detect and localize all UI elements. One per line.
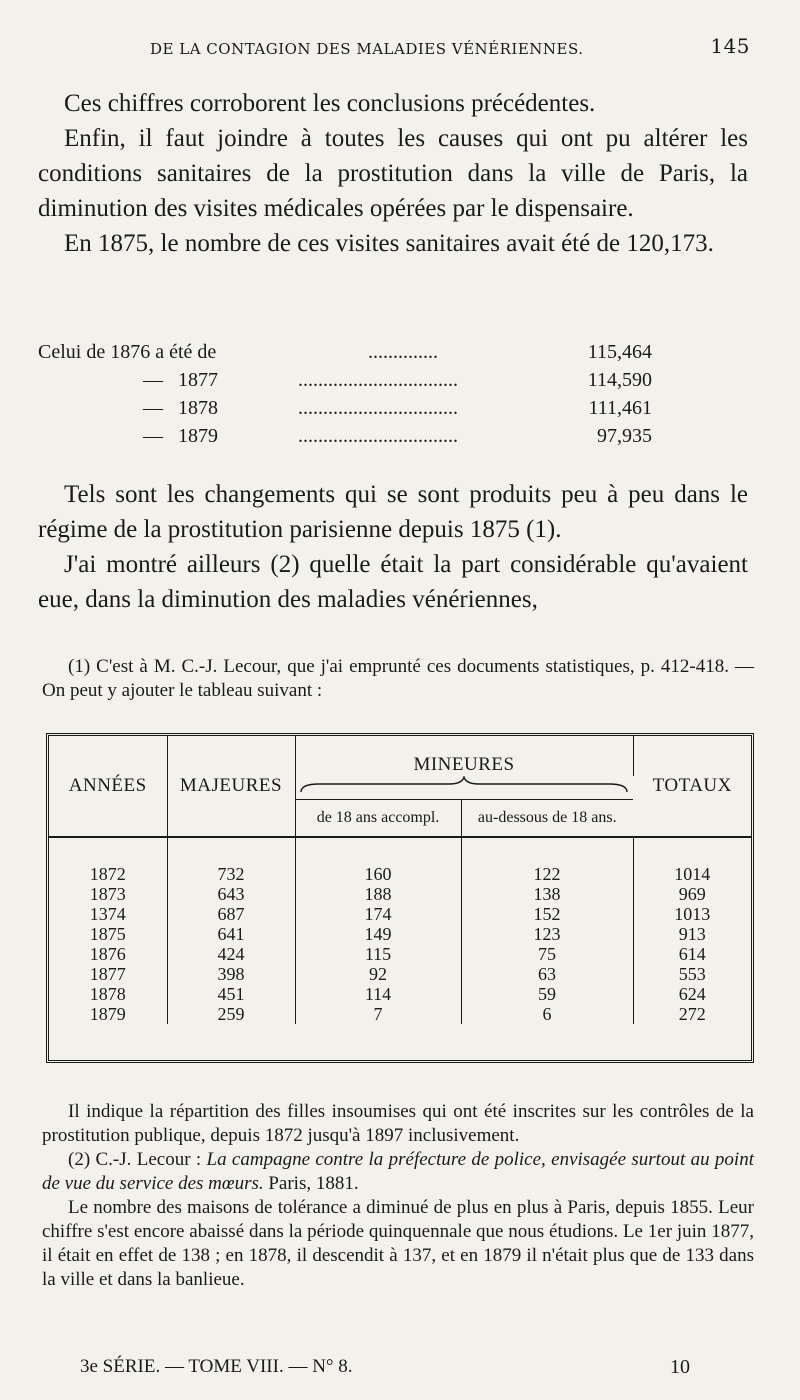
paragraph: Ces chiffres corroborent les conclusions précédentes.	[64, 90, 596, 117]
footnote-text: (1) C'est à M. C.-J. Lecour, que j'ai emprunté ces documents statistiques, p. 412-418. — On peut y ajouter le tableau suivant :	[42, 656, 754, 701]
leader-dots: ................................	[298, 369, 458, 391]
list-item	[38, 394, 758, 422]
leader-dots: ..............	[368, 341, 438, 363]
col-header-totaux: TOTAUX	[652, 775, 732, 796]
col-header-mineures-sous-18: au-dessous de 18 ans.	[461, 800, 633, 838]
col-header-annees: ANNÉES	[49, 736, 167, 837]
paragraph: Enfin, il faut joindre à toutes les causes qui ont pu altérer les conditions sanitaires de la prostitution dans la ville de Paris, la diminution des visites médicales opérées par le dispensaire.	[38, 125, 748, 222]
leader-dots: ................................	[298, 425, 458, 447]
col-header-majeures: MAJEURES	[167, 736, 295, 837]
footnote-continuation	[42, 1100, 754, 1292]
footnote-1	[42, 655, 754, 703]
signature-number: 10	[670, 1356, 690, 1378]
statistics-table	[46, 733, 754, 1063]
list-value: 111,461	[588, 397, 652, 419]
footnote-text: Le nombre des maisons de tolérance a diminué de plus en plus à Paris, depuis 1855. Leur chiffre s'est encore abaissé dans la période quinquennale que nous étudions. Le 1er juin 1877, il était en effet de 138 ; en 1878, il descendit à 137, et en 1879 il n'était plus que de 133 dans la ville et dans la banlieue.	[42, 1197, 754, 1290]
curly-brace-icon	[299, 776, 629, 794]
list-value: 114,590	[587, 369, 652, 391]
paragraph: J'ai montré ailleurs (2) quelle était la part considérable qu'avaient eue, dans la diminution des maladies vénériennes,	[38, 551, 748, 613]
list-lead: — 1877	[128, 369, 218, 391]
list-lead: Celui de 1876 a été de	[38, 341, 217, 363]
footnote-text: Il indique la répartition des filles insoumises qui ont été inscrites sur les contrôles de la prostitution publique, depuis 1872 jusqu'à 1897 inclusivement.	[42, 1101, 754, 1146]
table-row: 1876 424 115 75 614	[49, 944, 751, 964]
table-row: 1374 687 174 152 1013	[49, 904, 751, 924]
col-header-mineures-18-accompl: de 18 ans accompl.	[295, 800, 461, 838]
table-row: 1879 259 7 6 272	[49, 1004, 751, 1024]
list-lead: — 1879	[128, 425, 218, 447]
table-row: 1873 643 188 138 969	[49, 884, 751, 904]
brace	[295, 776, 633, 800]
list-lead: — 1878	[128, 397, 218, 419]
col-header-mineures: MINEURES	[295, 736, 633, 776]
visits-list	[38, 338, 758, 450]
table-row: 1872 732 160 122 1014	[49, 864, 751, 884]
list-item	[38, 338, 758, 366]
running-title: DE LA CONTAGION DES MALADIES VÉNÉRIENNES.	[150, 40, 584, 58]
cited-title: La campagne contre la préfecture de police, envisagée surtout au point de vue du service des mœurs.	[42, 1149, 754, 1194]
table-row: 1878 451 114 59 624	[49, 984, 751, 1004]
leader-dots: ................................	[298, 397, 458, 419]
list-value: 115,464	[587, 341, 652, 363]
body-text-middle	[38, 477, 748, 617]
list-item	[38, 366, 758, 394]
table-row: 1877 398 92 63 553	[49, 964, 751, 984]
series-info: 3e SÉRIE. — TOME VIII. — N° 8.	[80, 1356, 353, 1377]
table-row: 1875 641 149 123 913	[49, 924, 751, 944]
paragraph: En 1875, le nombre de ces visites sanitaires avait été de 120,173.	[64, 230, 714, 257]
page-number: 145	[710, 34, 750, 58]
body-text-top	[38, 86, 748, 261]
list-value: 97,935	[597, 425, 652, 447]
footnote-2: (2) C.-J. Lecour : La campagne contre la préfecture de police, envisagée surtout au point de vue du service des mœurs. Paris, 1881.	[42, 1149, 754, 1194]
list-item	[38, 422, 758, 450]
paragraph: Tels sont les changements qui se sont produits peu à peu dans le régime de la prostitution parisienne depuis 1875 (1).	[38, 481, 748, 543]
